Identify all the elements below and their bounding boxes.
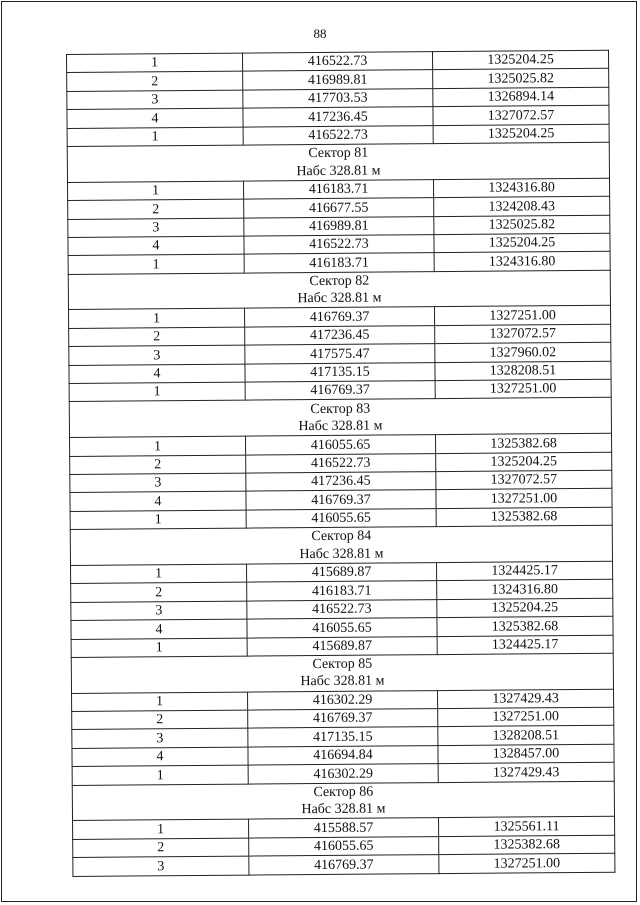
point-number-cell: 2 bbox=[68, 199, 244, 219]
x-coordinate-cell: 416055.65 bbox=[247, 618, 437, 638]
x-coordinate-cell: 416055.65 bbox=[246, 435, 436, 455]
point-number-cell: 1 bbox=[70, 510, 246, 530]
x-coordinate-cell: 415689.87 bbox=[247, 636, 437, 656]
point-number-cell: 3 bbox=[72, 729, 248, 749]
y-coordinate-cell: 1325382.68 bbox=[436, 507, 612, 527]
point-number-cell: 1 bbox=[72, 692, 248, 712]
sector-height: Набс 328.81 м bbox=[67, 160, 609, 182]
point-number-cell: 3 bbox=[67, 90, 243, 110]
point-number-cell: 3 bbox=[73, 856, 249, 876]
y-coordinate-cell: 1325204.25 bbox=[432, 50, 608, 70]
y-coordinate-cell: 1327251.00 bbox=[434, 306, 610, 326]
x-coordinate-cell: 416989.81 bbox=[243, 70, 433, 90]
point-number-cell: 1 bbox=[70, 436, 246, 456]
sector-title: Сектор 86 bbox=[72, 781, 614, 803]
y-coordinate-cell: 1327251.00 bbox=[436, 489, 612, 509]
y-coordinate-cell: 1327251.00 bbox=[438, 707, 614, 727]
point-number-cell: 1 bbox=[68, 181, 244, 201]
x-coordinate-cell: 416302.29 bbox=[248, 690, 438, 710]
x-coordinate-cell: 416677.55 bbox=[244, 198, 434, 218]
point-number-cell: 4 bbox=[69, 364, 245, 384]
y-coordinate-cell: 1325204.25 bbox=[433, 124, 609, 144]
sector-height: Набс 328.81 м bbox=[72, 799, 614, 821]
x-coordinate-cell: 416769.37 bbox=[248, 709, 438, 729]
y-coordinate-cell: 1324316.80 bbox=[434, 252, 610, 272]
y-coordinate-cell: 1327251.00 bbox=[435, 379, 611, 399]
x-coordinate-cell: 417703.53 bbox=[243, 88, 433, 108]
x-coordinate-cell: 416302.29 bbox=[248, 764, 438, 784]
sector-title: Сектор 82 bbox=[68, 270, 610, 292]
x-coordinate-cell: 416055.65 bbox=[249, 836, 439, 856]
y-coordinate-cell: 1327251.00 bbox=[439, 853, 615, 873]
x-coordinate-cell: 416522.73 bbox=[242, 52, 432, 72]
x-coordinate-cell: 417135.15 bbox=[248, 727, 438, 747]
point-number-cell: 3 bbox=[69, 345, 245, 365]
point-number-cell: 2 bbox=[73, 838, 249, 858]
y-coordinate-cell: 1324425.17 bbox=[437, 635, 613, 655]
x-coordinate-cell: 416522.73 bbox=[243, 125, 433, 145]
point-number-cell: 1 bbox=[73, 819, 249, 839]
x-coordinate-cell: 416522.73 bbox=[246, 453, 436, 473]
point-number-cell: 4 bbox=[67, 108, 243, 128]
y-coordinate-cell: 1324316.80 bbox=[433, 178, 609, 198]
x-coordinate-cell: 416055.65 bbox=[246, 508, 436, 528]
y-coordinate-cell: 1326894.14 bbox=[433, 87, 609, 107]
point-number-cell: 2 bbox=[69, 327, 245, 347]
point-number-cell: 1 bbox=[69, 309, 245, 329]
sector-height: Набс 328.81 м bbox=[71, 671, 613, 693]
y-coordinate-cell: 1325025.82 bbox=[433, 69, 609, 89]
point-number-cell: 2 bbox=[70, 455, 246, 475]
coordinates-table bbox=[66, 50, 615, 877]
page-number: 88 bbox=[313, 26, 327, 41]
point-number-cell: 1 bbox=[71, 638, 247, 658]
table-row bbox=[73, 853, 615, 876]
y-coordinate-cell: 1325382.68 bbox=[436, 433, 612, 453]
point-number-cell: 4 bbox=[71, 619, 247, 639]
sector-title: Сектор 81 bbox=[67, 142, 609, 164]
y-coordinate-cell: 1325382.68 bbox=[439, 835, 615, 855]
point-number-cell: 2 bbox=[71, 582, 247, 602]
point-number-cell: 4 bbox=[72, 747, 248, 767]
point-number-cell: 4 bbox=[70, 491, 246, 511]
sector-height: Набс 328.81 м bbox=[70, 543, 612, 565]
point-number-cell: 4 bbox=[68, 236, 244, 256]
y-coordinate-cell: 1327429.43 bbox=[438, 689, 614, 709]
y-coordinate-cell: 1325204.25 bbox=[437, 598, 613, 618]
x-coordinate-cell: 416183.71 bbox=[244, 179, 434, 199]
point-number-cell: 1 bbox=[69, 382, 245, 402]
x-coordinate-cell: 415588.57 bbox=[249, 818, 439, 838]
x-coordinate-cell: 416769.37 bbox=[249, 855, 439, 875]
x-coordinate-cell: 417236.45 bbox=[245, 325, 435, 345]
y-coordinate-cell: 1327960.02 bbox=[435, 342, 611, 362]
point-number-cell: 3 bbox=[70, 473, 246, 493]
x-coordinate-cell: 417236.45 bbox=[246, 472, 436, 492]
sector-title: Сектор 83 bbox=[69, 398, 611, 420]
x-coordinate-cell: 417236.45 bbox=[243, 107, 433, 127]
x-coordinate-cell: 416522.73 bbox=[247, 599, 437, 619]
y-coordinate-cell: 1325382.68 bbox=[437, 616, 613, 636]
sector-title: Сектор 84 bbox=[70, 525, 612, 547]
x-coordinate-cell: 416183.71 bbox=[247, 581, 437, 601]
point-number-cell: 1 bbox=[67, 127, 243, 147]
y-coordinate-cell: 1328208.51 bbox=[435, 361, 611, 381]
y-coordinate-cell: 1327072.57 bbox=[435, 324, 611, 344]
y-coordinate-cell: 1325025.82 bbox=[434, 215, 610, 235]
point-number-cell: 3 bbox=[68, 218, 244, 238]
point-number-cell: 1 bbox=[67, 53, 243, 73]
sector-height: Набс 328.81 м bbox=[68, 288, 610, 310]
sector-title: Сектор 85 bbox=[71, 653, 613, 675]
x-coordinate-cell: 415689.87 bbox=[247, 563, 437, 583]
x-coordinate-cell: 416989.81 bbox=[244, 216, 434, 236]
x-coordinate-cell: 416769.37 bbox=[245, 381, 435, 401]
y-coordinate-cell: 1324425.17 bbox=[437, 561, 613, 581]
y-coordinate-cell: 1325204.25 bbox=[436, 452, 612, 472]
x-coordinate-cell: 416522.73 bbox=[244, 235, 434, 255]
x-coordinate-cell: 417575.47 bbox=[245, 344, 435, 364]
y-coordinate-cell: 1327072.57 bbox=[433, 105, 609, 125]
point-number-cell: 1 bbox=[71, 564, 247, 584]
sector-height: Набс 328.81 м bbox=[69, 416, 611, 438]
x-coordinate-cell: 416694.84 bbox=[248, 745, 438, 765]
point-number-cell: 1 bbox=[68, 254, 244, 274]
point-number-cell: 1 bbox=[72, 765, 248, 785]
y-coordinate-cell: 1328208.51 bbox=[438, 726, 614, 746]
x-coordinate-cell: 417135.15 bbox=[245, 362, 435, 382]
x-coordinate-cell: 416769.37 bbox=[245, 307, 435, 327]
point-number-cell: 3 bbox=[71, 601, 247, 621]
coordinates-table-body bbox=[67, 50, 615, 876]
y-coordinate-cell: 1324208.43 bbox=[434, 196, 610, 216]
y-coordinate-cell: 1328457.00 bbox=[438, 744, 614, 764]
x-coordinate-cell: 416183.71 bbox=[244, 253, 434, 273]
y-coordinate-cell: 1327429.43 bbox=[438, 762, 614, 782]
x-coordinate-cell: 416769.37 bbox=[246, 490, 436, 510]
y-coordinate-cell: 1325561.11 bbox=[439, 817, 615, 837]
point-number-cell: 2 bbox=[72, 710, 248, 730]
point-number-cell: 2 bbox=[67, 72, 243, 92]
y-coordinate-cell: 1327072.57 bbox=[436, 470, 612, 490]
y-coordinate-cell: 1324316.80 bbox=[437, 580, 613, 600]
y-coordinate-cell: 1325204.25 bbox=[434, 233, 610, 253]
